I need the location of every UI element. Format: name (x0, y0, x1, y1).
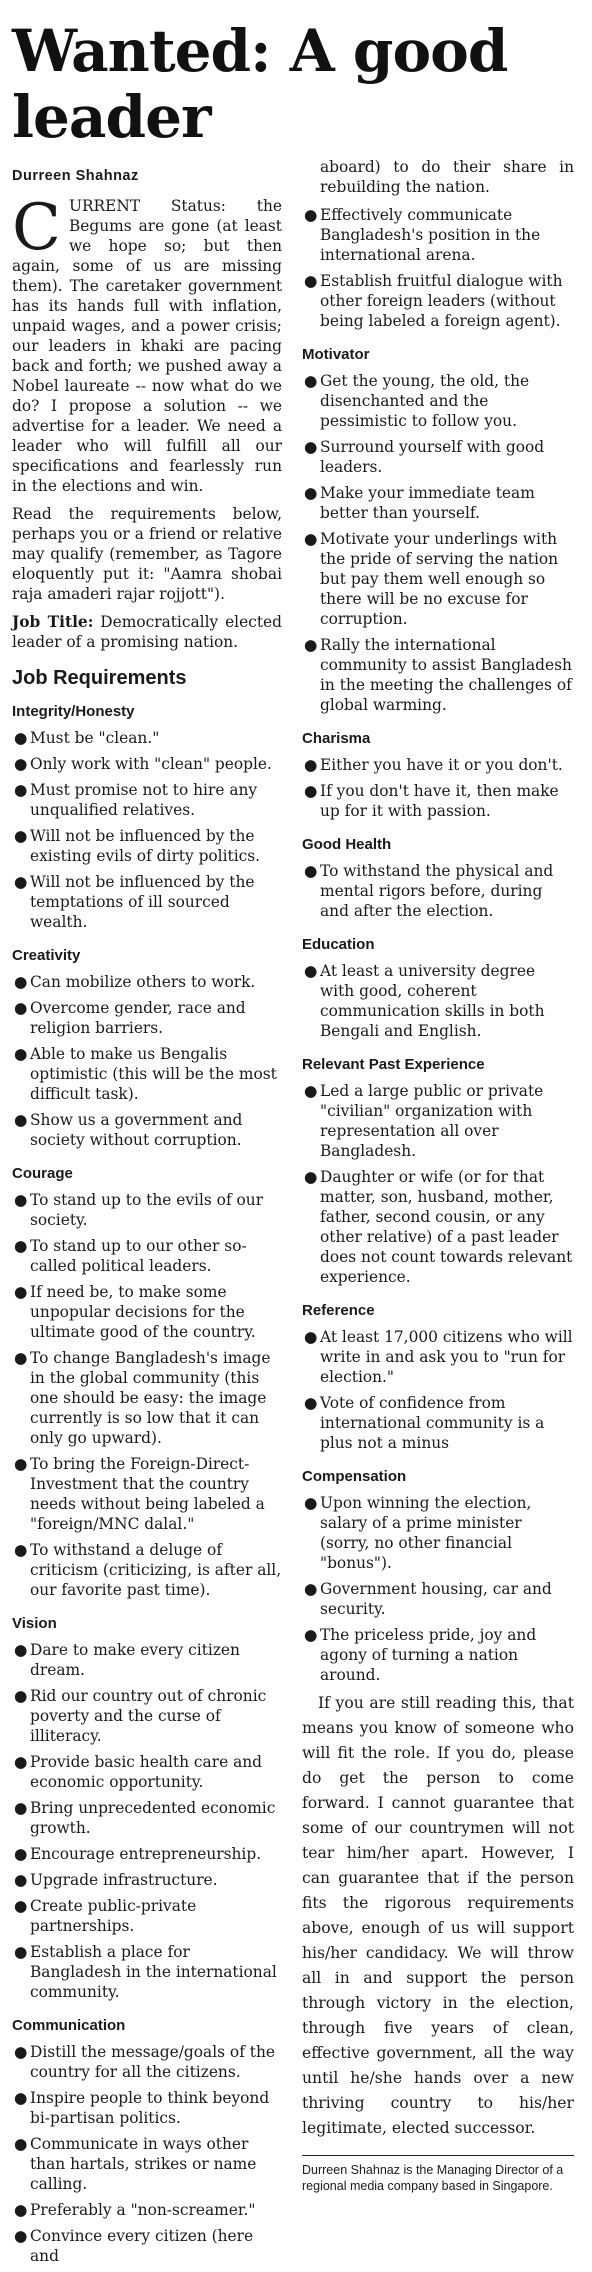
section-list-vision (12, 1640, 282, 2002)
bullet-icon: ● (14, 1541, 28, 1559)
list-item: ● Provide basic health care and economic opportunity. (14, 1753, 263, 1791)
right-sections (302, 345, 574, 1685)
right-column (302, 157, 574, 2194)
requirements-heading: Job Requirements (12, 667, 187, 689)
list-item: ● Will not be influenced by the existing evils of dirty politics. (14, 827, 261, 865)
section-list-reference (302, 1327, 574, 1453)
bullet-icon: ● (14, 1455, 28, 1473)
list-item: ● Either you have it or you don't. (304, 756, 563, 774)
bullet-icon: ● (14, 1349, 28, 1367)
list-item: ● Establish fruitful dialogue with other foreign leaders (without being labeled a foreign agent). (304, 272, 563, 330)
list-item: ● Overcome gender, race and religion barriers. (14, 999, 246, 1037)
bullet-icon: ● (14, 1111, 28, 1129)
byline: Durreen Shahnaz (12, 168, 139, 184)
list-item: ● Inspire people to think beyond bi-partisan politics. (14, 2089, 270, 2127)
list-item: ● To withstand a deluge of criticism (criticizing, is after all, our favorite past time). (14, 1541, 282, 1599)
bullet-icon: ● (304, 1580, 318, 1598)
section-heading-creativity: Creativity (12, 947, 81, 964)
bullet-icon: ● (14, 1283, 28, 1301)
bullet-icon: ● (14, 1845, 28, 1863)
section-heading-compensation: Compensation (302, 1468, 407, 1485)
list-item: ● Communicate in ways other than hartals, strikes or name calling. (14, 2135, 257, 2193)
intro-paragraph-2: Read the requirements below, perhaps you or a friend or relative may qualify (remember, as Tagore eloquently put it: "Aamra shobai raja amaderi rajar rojjott"). (12, 505, 282, 603)
bullet-icon: ● (304, 782, 318, 800)
list-item: ● Effectively communicate Bangladesh's position in the international arena. (304, 206, 541, 264)
section-list-motivator (302, 371, 574, 715)
bullet-icon: ● (14, 1943, 28, 1961)
list-item: ● To change Bangladesh's image in the global community (this one should be easy: the image currently is so low that it can only go upward). (14, 1349, 271, 1447)
section-heading-communication: Communication (12, 2017, 126, 2034)
list-item: ● Show us a government and society without corruption. (14, 1111, 243, 1149)
list-item: ● Surround yourself with good leaders. (304, 438, 545, 476)
bullet-icon: ● (304, 372, 318, 390)
bullet-icon: ● (14, 2089, 28, 2107)
bullet-icon: ● (14, 781, 28, 799)
bullet-icon: ● (14, 1753, 28, 1771)
bullet-icon: ● (304, 862, 318, 880)
section-list-creativity (12, 972, 282, 1150)
list-item: ● Only work with "clean" people. (14, 755, 272, 773)
list-item: ● Must promise not to hire any unqualified relatives. (14, 781, 258, 819)
bullet-icon: ● (304, 438, 318, 456)
list-item: ● Convince every citizen (here and (14, 2227, 254, 2265)
list-item: ● Preferably a "non-screamer." (14, 2201, 256, 2219)
section-heading-integrity-honesty: Integrity/Honesty (12, 703, 135, 720)
bullet-icon: ● (304, 1626, 318, 1644)
communication-more-list (302, 205, 574, 331)
bullet-icon: ● (304, 1494, 318, 1512)
bullet-icon: ● (14, 729, 28, 747)
section-heading-good-health: Good Health (302, 836, 392, 853)
bullet-icon: ● (14, 2043, 28, 2061)
section-heading-charisma: Charisma (302, 730, 371, 747)
section-heading-relevant-past-experience: Relevant Past Experience (302, 1056, 485, 1073)
bio-divider (302, 2155, 574, 2156)
list-item: ● Encourage entrepreneurship. (14, 1845, 262, 1863)
list-item: ● To withstand the physical and mental rigors before, during and after the election. (304, 862, 554, 920)
list-item: ● Rally the international community to assist Bangladesh in the meeting the challenges of global warming. (304, 636, 572, 714)
list-item: ● Led a large public or private "civilian" organization with representation all over Bangladesh. (304, 1082, 544, 1160)
bullet-icon: ● (14, 2227, 28, 2245)
list-item: ● Create public-private partnerships. (14, 1897, 197, 1935)
list-item: ● Rid our country out of chronic poverty and the curse of illiteracy. (14, 1687, 267, 1745)
list-item: ● To stand up to our other so-called political leaders. (14, 1237, 247, 1275)
bullet-icon: ● (14, 1641, 28, 1659)
list-item: ● Distill the message/goals of the country for all the citizens. (14, 2043, 275, 2081)
list-item: ● Can mobilize others to work. (14, 973, 256, 991)
job-title: Job Title: Democratically elected leader of a promising nation. (12, 613, 282, 651)
bullet-icon: ● (304, 1168, 318, 1186)
list-item: ● Will not be influenced by the temptations of ill sourced wealth. (14, 873, 255, 931)
list-item: ● At least a university degree with good, coherent communication skills in both Bengali and English. (304, 962, 545, 1040)
bullet-icon: ● (304, 484, 318, 502)
bullet-icon: ● (304, 206, 318, 224)
left-column (12, 160, 282, 2272)
list-item: ● The priceless pride, joy and agony of turning a nation around. (304, 1626, 537, 1684)
list-item: ● Motivate your underlings with the pride of serving the nation but pay them well enough so there will be no excuse for corruption. (304, 530, 559, 628)
headline: Wanted: A good leader (12, 17, 508, 151)
list-item: ● If need be, to make some unpopular decisions for the ultimate good of the country. (14, 1283, 256, 1341)
bullet-icon: ● (304, 1328, 318, 1346)
bullet-icon: ● (14, 2135, 28, 2153)
section-list-integrity-honesty (12, 728, 282, 932)
bullet-icon: ● (14, 1237, 28, 1255)
section-heading-courage: Courage (12, 1165, 73, 1182)
section-list-relevant-past-experience (302, 1081, 574, 1287)
list-item: ● Must be "clean." (14, 729, 160, 747)
bullet-icon: ● (14, 827, 28, 845)
bullet-icon: ● (14, 1799, 28, 1817)
left-sections (12, 702, 282, 2266)
list-item: ● Upgrade infrastructure. (14, 1871, 218, 1889)
section-heading-vision: Vision (12, 1615, 57, 1632)
section-heading-education: Education (302, 936, 375, 953)
list-item: ● Make your immediate team better than yourself. (304, 484, 535, 522)
bullet-icon: ● (304, 530, 318, 548)
section-list-communication (12, 2042, 282, 2266)
bullet-icon: ● (14, 999, 28, 1017)
bullet-icon: ● (14, 1687, 28, 1705)
author-bio: Durreen Shahnaz is the Managing Director of a regional media company based in Singapore. (302, 2163, 564, 2193)
list-item: ● Vote of confidence from international community is a plus not a minus (304, 1394, 545, 1452)
drop-cap: C (12, 191, 61, 265)
list-item: ● To stand up to the evils of our society. (14, 1191, 264, 1229)
bullet-icon: ● (14, 873, 28, 891)
list-item: ● Get the young, the old, the disenchanted and the pessimistic to follow you. (304, 372, 530, 430)
section-list-charisma (302, 755, 574, 821)
list-item: ● Bring unprecedented economic growth. (14, 1799, 276, 1837)
bullet-icon: ● (304, 1394, 318, 1412)
list-item: ● Able to make us Bengalis optimistic (this will be the most difficult task). (14, 1045, 277, 1103)
bullet-icon: ● (14, 755, 28, 773)
list-item: ● If you don't have it, then make up for it with passion. (304, 782, 559, 820)
bullet-icon: ● (14, 1871, 28, 1889)
bullet-icon: ● (14, 1191, 28, 1209)
bullet-icon: ● (304, 272, 318, 290)
section-list-courage (12, 1190, 282, 1600)
section-list-good-health (302, 861, 574, 921)
list-item: ● Upon winning the election, salary of a prime minister (sorry, no other financial "bonus"). (304, 1494, 532, 1572)
bullet-icon: ● (304, 1082, 318, 1100)
list-item: ● Establish a place for Bangladesh in the international community. (14, 1943, 277, 2001)
bullet-icon: ● (304, 756, 318, 774)
section-list-education (302, 961, 574, 1041)
bullet-icon: ● (14, 2201, 28, 2219)
bullet-icon: ● (14, 1897, 28, 1915)
continuation-text: aboard) to do their share in rebuilding the nation. (320, 158, 574, 196)
intro-paragraph-1: CURRENT Status: the Begums are gone (at least we hope so; but then again, some of us are missing them). The caretaker government has its hands full with inflation, unpaid wages, and a power crisis; our leaders in khaki are pacing back and forth; we pushed away a Nobel laureate -- now what do we do? I propose a solution -- we advertise for a leader. We need a leader who will fulfill all our specifications and fearlessly run in the elections and win. (12, 191, 282, 495)
bullet-icon: ● (14, 973, 28, 991)
section-heading-reference: Reference (302, 1302, 375, 1319)
list-item: ● Daughter or wife (or for that matter, son, husband, mother, father, second cousin, or any other relative) of a past leader does not count towards relevant experience. (304, 1168, 573, 1286)
list-item: ● At least 17,000 citizens who will write in and ask you to "run for election." (304, 1328, 573, 1386)
section-heading-motivator: Motivator (302, 346, 370, 363)
list-item: ● Government housing, car and security. (304, 1580, 552, 1618)
bullet-icon: ● (14, 1045, 28, 1063)
closing-paragraph: If you are still reading this, that means you know of someone who will fit the role. If you do, please do get the person to come forward. I cannot guarantee that some of our countrymen will not tear him/her apart. However, I can guarantee that if the person fits the rigorous requirements above, enough of us will support his/her candidacy. We will throw all in and support the person through victory in the election, through five years of clean, effective government, all the way until he/she hands over a new thriving country to his/her legitimate, elected successor. (302, 1694, 574, 2137)
bullet-icon: ● (304, 636, 318, 654)
bullet-icon: ● (304, 962, 318, 980)
list-item: ● Dare to make every citizen dream. (14, 1641, 240, 1679)
list-item: ● To bring the Foreign-Direct-Investment that the country needs without being labeled a "foreign/MNC dalal." (14, 1455, 265, 1533)
section-list-compensation (302, 1493, 574, 1685)
closing-section (302, 1691, 574, 2141)
